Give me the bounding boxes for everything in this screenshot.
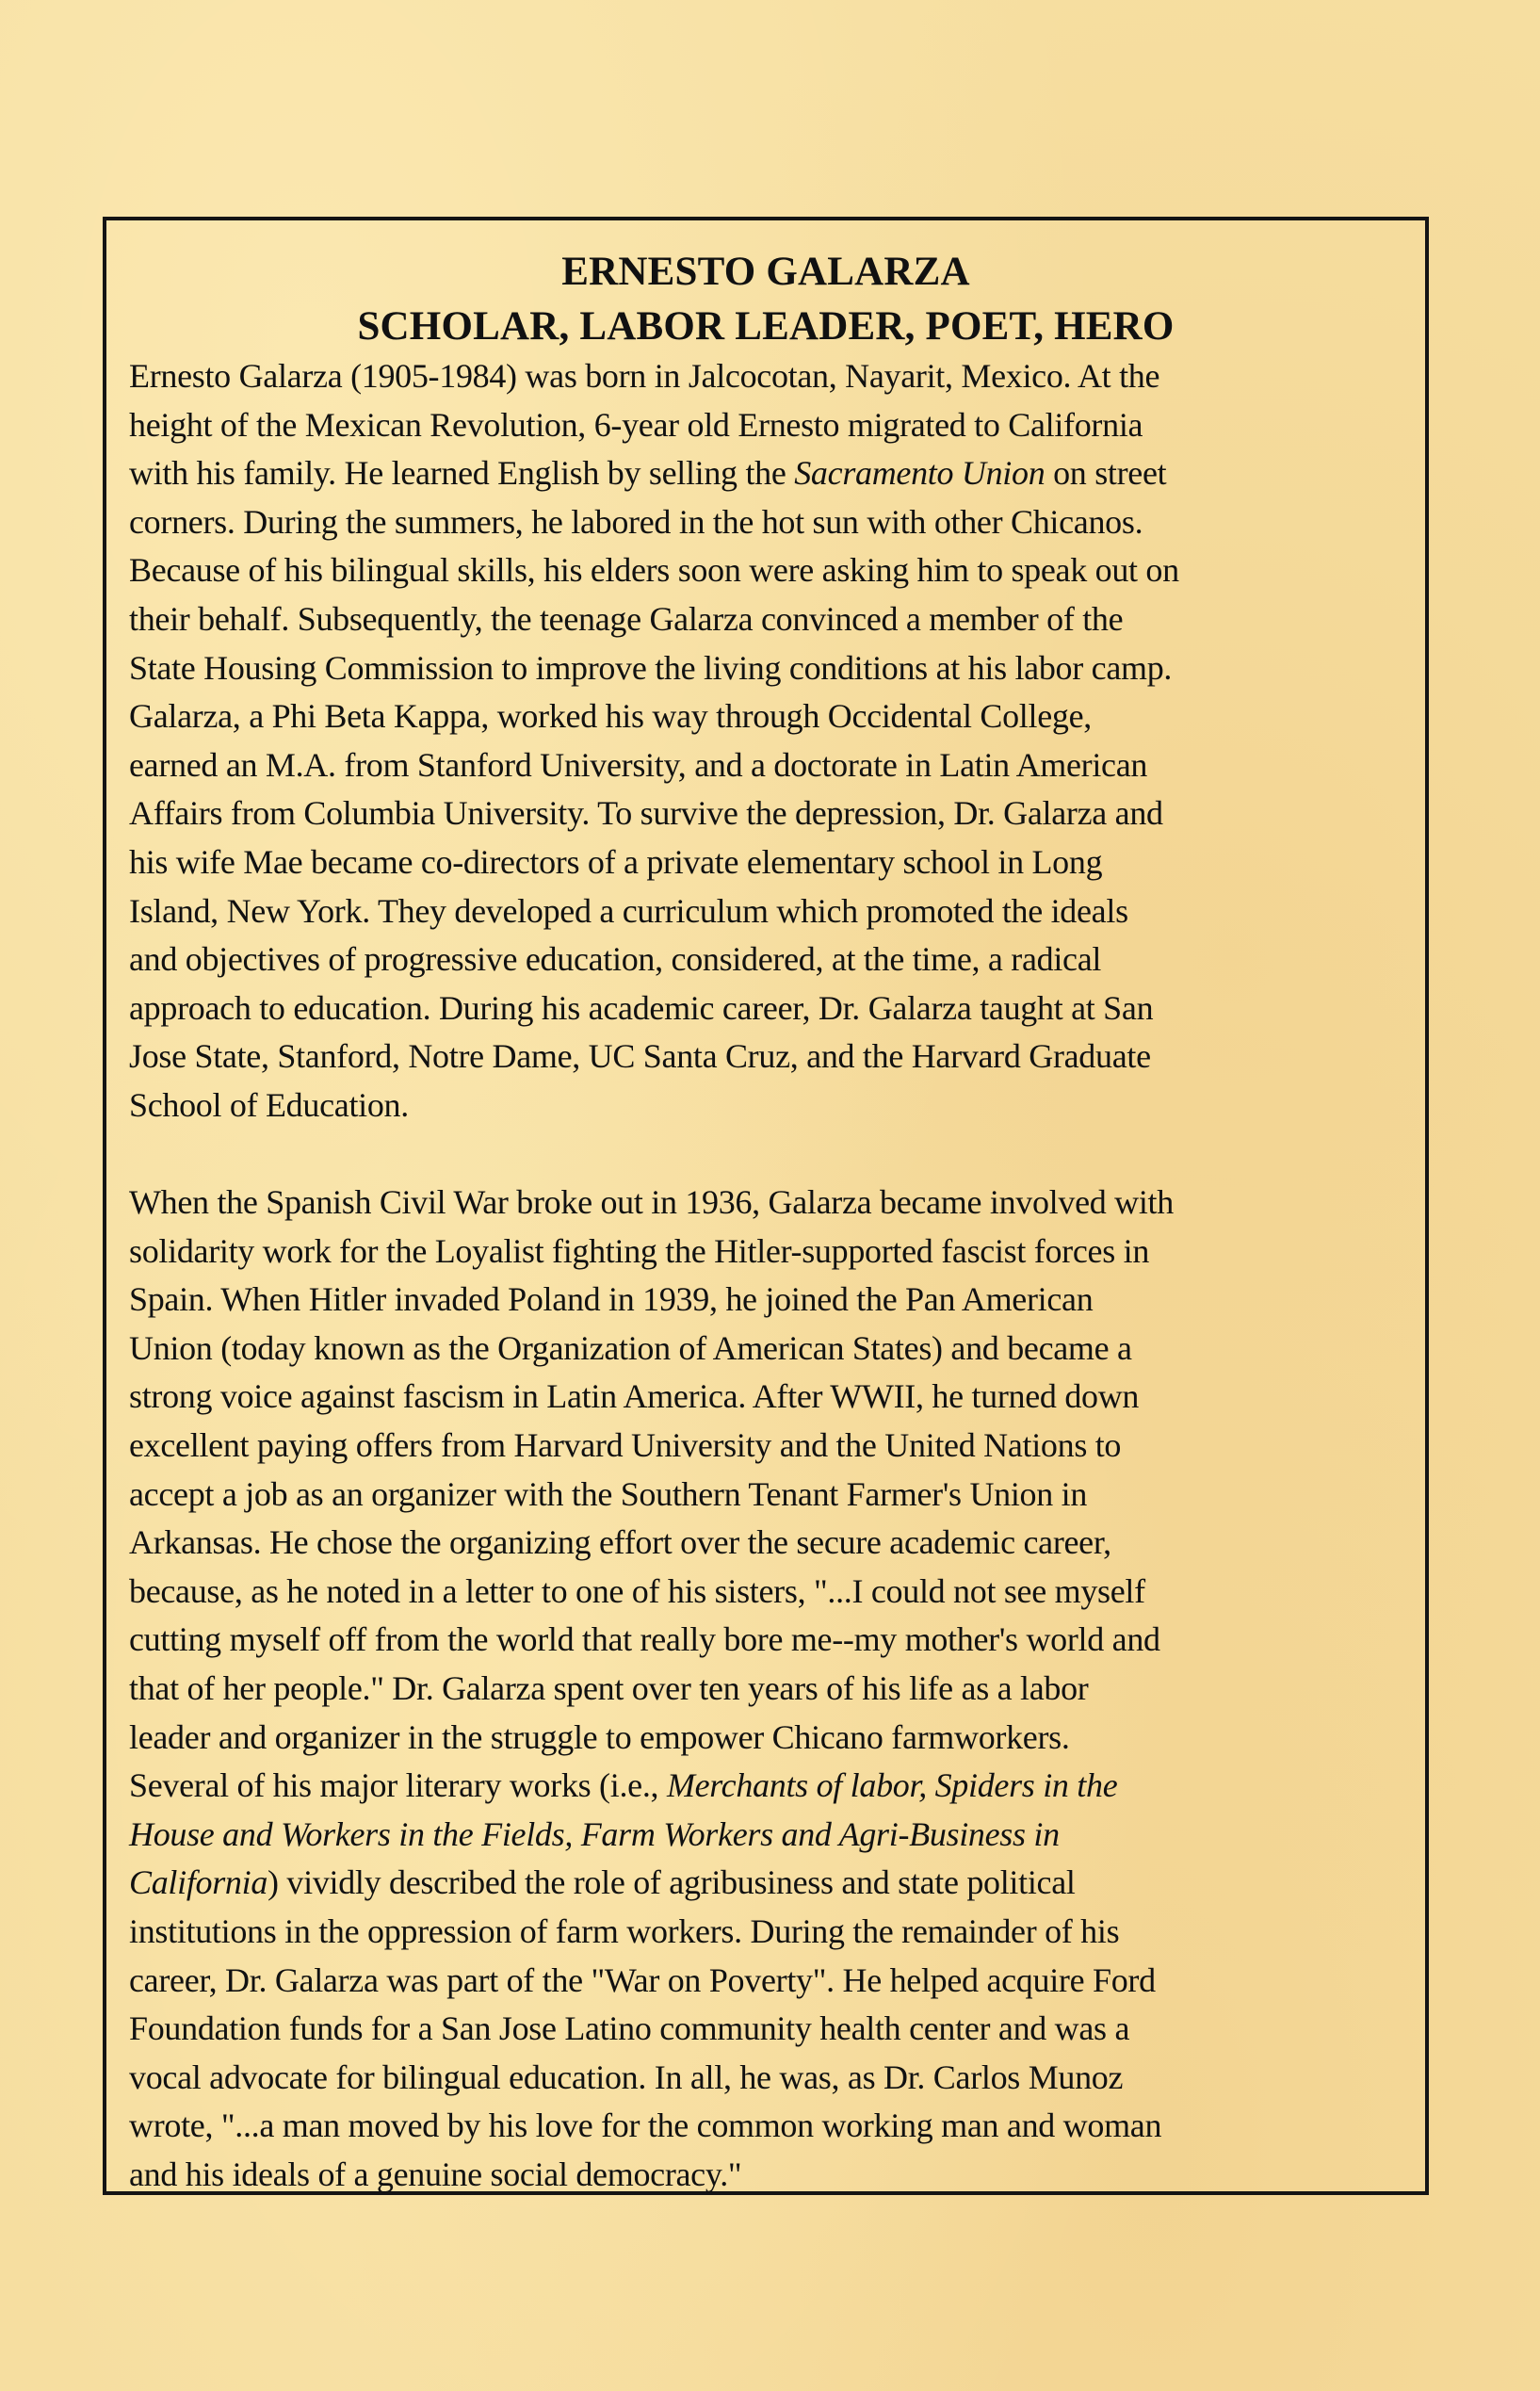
body-text: their behalf. Subsequently, the teenage Galarza convinced a member of the xyxy=(129,599,1124,638)
text-line xyxy=(129,2102,1410,2151)
body-text: cutting myself off from the world that really bore me--my mother's world and xyxy=(129,1620,1160,1659)
body-text: career, Dr. Galarza was part of the "War on Poverty". He helped acquire Ford xyxy=(129,1960,1156,1999)
body-text: solidarity work for the Loyalist fighting the Hitler-supported fascist forces in xyxy=(129,1231,1150,1270)
body-text: Island, New York. They developed a curriculum which promoted the ideals xyxy=(129,891,1128,930)
document-title: ERNESTO GALARZA xyxy=(561,250,970,294)
body-text: excellent paying offers from Harvard University and the United Nations to xyxy=(129,1426,1122,1465)
body-text: approach to education. During his academic career, Dr. Galarza taught at San xyxy=(129,988,1154,1027)
body-text: Affairs from Columbia University. To survive the depression, Dr. Galarza and xyxy=(129,794,1163,833)
paragraph-1 xyxy=(129,352,1410,1130)
document-border-frame xyxy=(103,217,1429,2195)
body-text: Arkansas. He chose the organizing effort over the secure academic career, xyxy=(129,1523,1111,1562)
body-text: School of Education. xyxy=(129,1085,409,1124)
text-line xyxy=(129,498,1410,547)
italic-title-text: Sacramento Union xyxy=(794,454,1046,493)
text-line xyxy=(129,1616,1410,1665)
text-line xyxy=(129,546,1410,595)
text-line xyxy=(129,1714,1410,1763)
body-text: because, as he noted in a letter to one of his sisters, "...I could not see myself xyxy=(129,1571,1145,1610)
body-text: leader and organizer in the struggle to empower Chicano farmworkers. xyxy=(129,1717,1070,1756)
text-line xyxy=(129,401,1410,450)
text-line xyxy=(129,1665,1410,1714)
italic-title-text: California xyxy=(129,1863,268,1902)
body-text: institutions in the oppression of farm workers. During the remainder of his xyxy=(129,1912,1120,1950)
text-line xyxy=(129,1957,1410,2006)
body-text: his wife Mae became co-directors of a private elementary school in Long xyxy=(129,842,1103,881)
body-text: and objectives of progressive education, considered, at the time, a radical xyxy=(129,940,1102,979)
text-line xyxy=(129,1568,1410,1617)
text-line xyxy=(129,1373,1410,1422)
body-text: Ernesto Galarza (1905-1984) was born in Jalcocotan, Nayarit, Mexico. At the xyxy=(129,357,1160,395)
body-text: Galarza, a Phi Beta Kappa, worked his way through Occidental College, xyxy=(129,697,1092,736)
text-line xyxy=(129,887,1410,936)
body-text: Foundation funds for a San Jose Latino community health center and was a xyxy=(129,2009,1130,2048)
text-line xyxy=(129,1082,1410,1130)
paragraph-spacer xyxy=(129,1130,1410,1179)
text-line xyxy=(129,692,1410,741)
document-body xyxy=(129,352,1410,2200)
text-line xyxy=(129,838,1410,887)
body-text: height of the Mexican Revolution, 6-year old Ernesto migrated to California xyxy=(129,405,1143,444)
body-text: that of her people." Dr. Galarza spent over ten years of his life as a labor xyxy=(129,1669,1089,1708)
text-line xyxy=(129,449,1410,498)
text-line xyxy=(129,741,1410,790)
text-line xyxy=(129,1033,1410,1082)
text-line xyxy=(129,1859,1410,1908)
body-text: Several of his major literary works (i.e., xyxy=(129,1766,667,1805)
body-text: Jose State, Stanford, Notre Dame, UC Santa Cruz, and the Harvard Graduate xyxy=(129,1037,1151,1076)
text-line xyxy=(129,2151,1410,2200)
text-line xyxy=(129,1422,1410,1471)
text-line xyxy=(129,1762,1410,1811)
text-line xyxy=(129,1811,1410,1860)
body-text: Union (today known as the Organization of American States) and became a xyxy=(129,1328,1132,1367)
body-text: strong voice against fascism in Latin America. After WWII, he turned down xyxy=(129,1377,1140,1416)
text-line xyxy=(129,595,1410,644)
text-line xyxy=(129,352,1410,401)
body-text: earned an M.A. from Stanford University, and a doctorate in Latin American xyxy=(129,745,1148,784)
body-text: ) vividly described the role of agribusiness and state political xyxy=(267,1863,1076,1902)
body-text: State Housing Commission to improve the living conditions at his labor camp. xyxy=(129,648,1173,687)
text-line xyxy=(129,1276,1410,1325)
text-line xyxy=(129,984,1410,1033)
body-text: with his family. He learned English by selling the xyxy=(129,454,795,493)
body-text: and his ideals of a genuine social democracy." xyxy=(129,2155,742,2193)
body-text: Spain. When Hitler invaded Poland in 1939, he joined the Pan American xyxy=(129,1280,1094,1319)
italic-title-text: House and Workers in the Fields, Farm Workers and Agri-Business in xyxy=(129,1814,1060,1853)
body-text: accept a job as an organizer with the Southern Tenant Farmer's Union in xyxy=(129,1474,1088,1513)
text-line xyxy=(129,2054,1410,2103)
text-line xyxy=(129,1519,1410,1568)
body-text: When the Spanish Civil War broke out in 1936, Galarza became involved with xyxy=(129,1183,1174,1222)
body-text: corners. During the summers, he labored in the hot sun with other Chicanos. xyxy=(129,502,1143,541)
text-line xyxy=(129,1179,1410,1228)
text-line xyxy=(129,644,1410,693)
body-text: Because of his bilingual skills, his elders soon were asking him to speak out on xyxy=(129,551,1179,590)
paragraph-2 xyxy=(129,1179,1410,2199)
text-line xyxy=(129,935,1410,984)
body-text: vocal advocate for bilingual education. In all, he was, as Dr. Carlos Munoz xyxy=(129,2058,1124,2096)
text-line xyxy=(129,789,1410,838)
body-text: wrote, "...a man moved by his love for the common working man and woman xyxy=(129,2106,1162,2145)
text-line xyxy=(129,2005,1410,2054)
text-line xyxy=(129,1228,1410,1277)
document-subtitle: SCHOLAR, LABOR LEADER, POET, HERO xyxy=(357,304,1175,349)
text-line xyxy=(129,1325,1410,1374)
body-text: on street xyxy=(1045,454,1167,493)
text-line xyxy=(129,1471,1410,1520)
italic-title-text: Merchants of labor, Spiders in the xyxy=(666,1766,1118,1805)
text-line xyxy=(129,1908,1410,1957)
